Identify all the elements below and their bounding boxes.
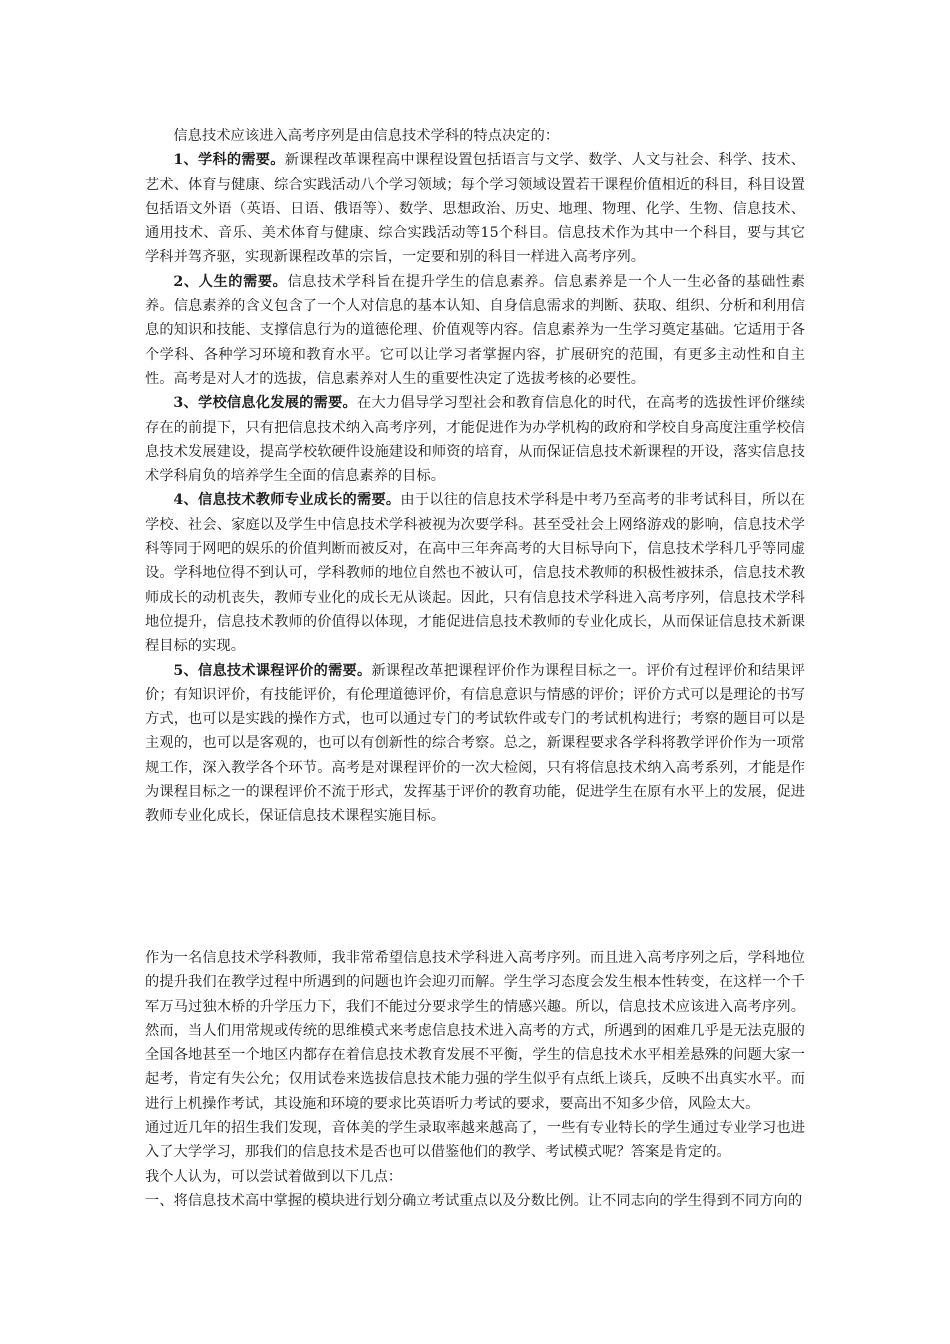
point-2-text: 信息技术学科旨在提升学生的信息素养。信息素养是一个人一生必备的基础性素养。信息素养的含义包含了一个人对信息的基本认知、自身信息需求的判断、获取、组织、分析和利用信息的知识和技能、支撑信息行为的道德伦理、价值观等内容。信息素养为一生学习奠定基础。它适用于各个学科、各种学习环境和教育水平。它可以让学习者掌握内容，扩展研究的范围，有更多主动性和自主性。高考是对人才的选拔，信息素养对人生的重要性决定了选拔考核的必要性。	[145, 273, 805, 387]
section-opinion	[145, 946, 805, 1213]
point-5-heading: 5、信息技术课程评价的需要。	[173, 662, 372, 679]
point-1-paragraph	[145, 148, 805, 269]
opinion-paragraph-4: 一、将信息技术高中掌握的模块进行划分确立考试重点以及分数比例。让不同志向的学生得到不同方向的	[145, 1192, 803, 1209]
point-1-heading: 1、学科的需要。	[173, 152, 285, 169]
point-4-heading: 4、信息技术教师专业成长的需要。	[173, 492, 401, 509]
opinion-paragraph-2: 通过近几年的招生我们发现，音体美的学生录取率越来越高了，一些有专业特长的学生通过专业学习也进入了大学学习，那我们的信息技术是否也可以借鉴他们的教学、考试模式呢？答案是肯定的。	[145, 1120, 805, 1161]
point-5-text: 新课程改革把课程评价作为课程目标之一。评价有过程评价和结果评价；有知识评价，有技能评价，有伦理道德评价，有信息意识与情感的评价；评价方式可以是理论的书写方式，也可以是实践的操作方式，也可以通过专门的考试软件或专门的考试机构进行；考察的题目可以是主观的，也可以是客观的，也可以有创新性的综合考察。总之，新课程要求各学科将教学评价作为一项常规工作，深入教学各个环节。高考是对课程评价的一次大检阅，只有将信息技术纳入高考系列，才能是作为课程目标之一的课程评价不流于形式，发挥基于评价的教育功能，促进学生在原有水平上的发展，促进教师专业化成长，保证信息技术课程实施目标。	[145, 662, 805, 825]
point-4-text: 由于以往的信息技术学科是中考乃至高考的非考试科目，所以在学校、社会、家庭以及学生中信息技术学科被视为次要学科。甚至受社会上网络游戏的影响，信息技术学科等同于网吧的娱乐的价值判断而被反对，在高中三年奔高考的大目标导向下，信息技术学科几乎等同虚设。学科地位得不到认可，学科教师的地位自然也不被认可，信息技术教师的积极性被抹杀，信息技术教师成长的动机丧失，教师专业化的成长无从谈起。因此，只有信息技术学科进入高考序列，信息技术学科地位提升，信息技术教师的价值得以体现，才能促进信息技术教师的专业化成长，从而保证信息技术新课程目标的实现。	[145, 492, 805, 655]
point-1-text: 新课程改革课程高中课程设置包括语言与文学、数学、人文与社会、科学、技术、艺术、体育与健康、综合实践活动八个学习领域；每个学习领域设置若干课程价值相近的科目，科目设置包括语文外语（英语、日语、俄语等）、数学、思想政治、历史、地理、物理、化学、生物、信息技术、通用技术、音乐、美术体育与健康、综合实践活动等15个科目。信息技术作为其中一个科目，要与其它学科并驾齐驱，实现新课程改革的宗旨，一定要和别的科目一样进入高考序列。	[145, 152, 805, 266]
point-3-text: 在大力倡导学习型社会和教育信息化的时代，在高考的选拔性评价继续存在的前提下，只有把信息技术纳入高考序列，才能促进作为办学机构的政府和学校自身高度注重学校信息技术发展建设，提高学校软硬件设施建设和师资的培育，从而保证信息技术新课程的开设，落实信息技术学科肩负的培养学生全面的信息素养的目标。	[145, 395, 805, 485]
intro-paragraph: 信息技术应该进入高考序列是由信息技术学科的特点决定的：	[173, 128, 560, 144]
point-3-heading: 3、学校信息化发展的需要。	[173, 395, 358, 412]
opinion-paragraph-1: 作为一名信息技术学科教师，我非常希望信息技术学科进入高考序列。而且进入高考序列之后，学科地位的提升我们在教学过程中所遇到的问题也许会迎刃而解。学生学习态度会发生根本性转变，在这样一个千军万马过独木桥的升学压力下，我们不能过分要求学生的情感兴趣。所以，信息技术应该进入高考序列。然而，当人们用常规或传统的思维模式来考虑信息技术进入高考的方式，所遇到的困难几乎是无法克服的全国各地甚至一个地区内都存在着信息技术教育发展不平衡，学生的信息技术水平相差悬殊的问题大家一起考，肯定有失公允；仅用试卷来选拔信息技术能力强的学生似乎有点纸上谈兵，反映不出真实水平。而进行上机操作考试，其设施和环境的要求比英语听力考试的要求，要高出不知多少倍，风险太大。	[145, 950, 805, 1112]
point-2-paragraph	[145, 270, 805, 391]
opinion-paragraph-3: 我个人认为，可以尝试着做到以下几点：	[145, 1168, 403, 1185]
point-5-paragraph	[145, 659, 805, 829]
point-2-heading: 2、人生的需要。	[173, 273, 288, 290]
point-3-paragraph	[145, 391, 805, 488]
point-4-paragraph	[145, 488, 805, 658]
section-reasons	[145, 124, 805, 829]
